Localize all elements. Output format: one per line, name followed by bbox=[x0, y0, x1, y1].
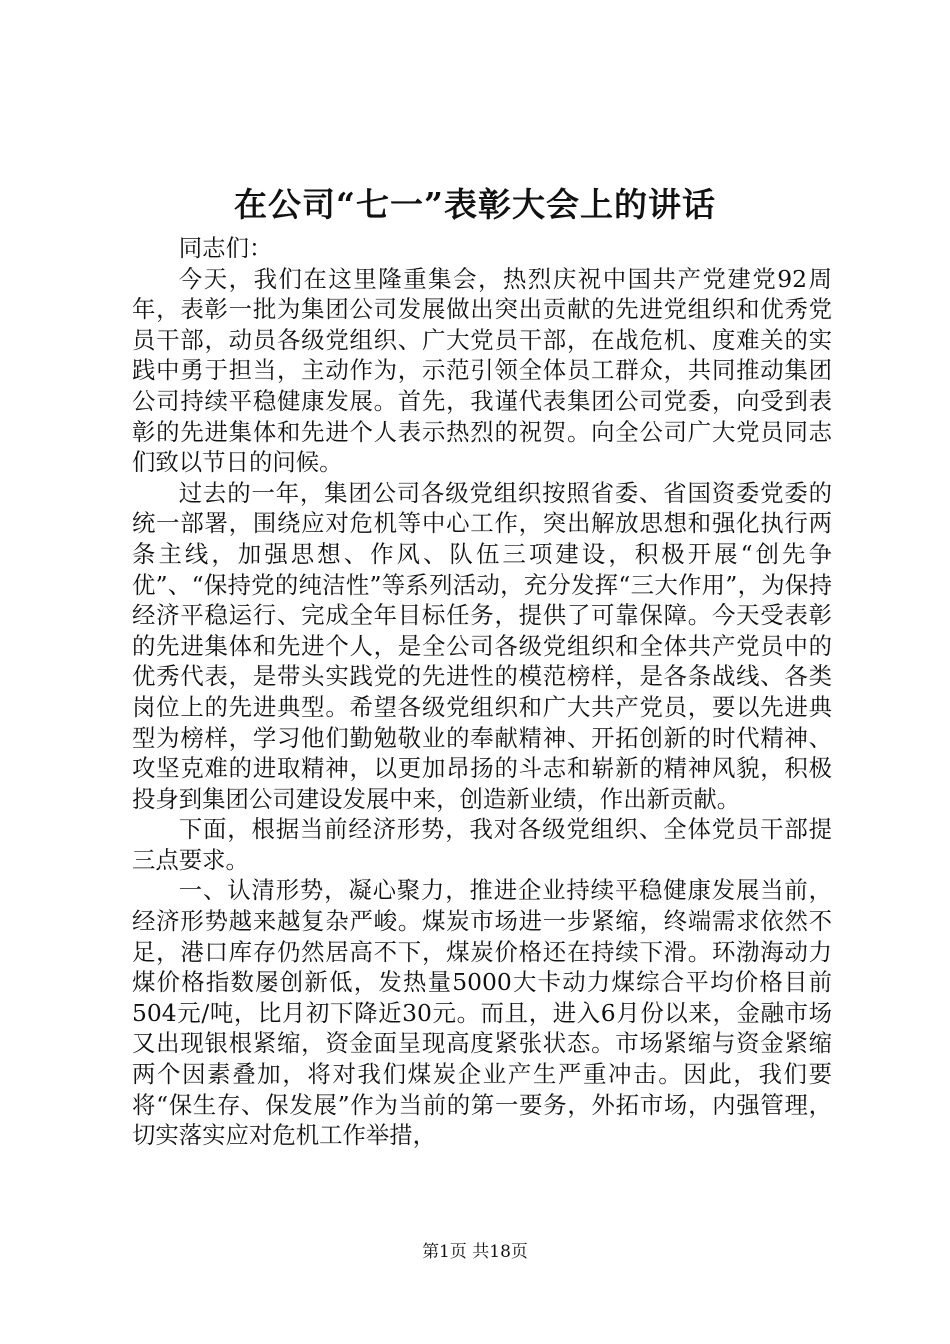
body-paragraph: 一、认清形势，凝心聚力，推进企业持续平稳健康发展当前，经济形势越来越复杂严峻。煤炭市场进一步紧缩，终端需求依然不足，港口库存仍然居高不下，煤炭价格还在持续下滑。环渤海动力煤价格指数屡创新低，发热量5000大卡动力煤综合平均价格目前504元/吨，比月初下降近30元。而且，进入6月份以来，金融市场又出现银根紧缩，资金面呈现高度紧张状态。市场紧缩与资金紧缩两个因素叠加，将对我们煤炭企业产生严重冲击。因此，我们要将“保生存、保发展”作为当前的第一要务，外拓市场，内强管理，切实落实应对危机工作举措， bbox=[132, 876, 832, 1150]
body-paragraph: 下面，根据当前经济形势，我对各级党组织、全体党员干部提三点要求。 bbox=[132, 815, 832, 874]
document-body bbox=[132, 233, 832, 1151]
document-title: 在公司“七一”表彰大会上的讲话 bbox=[234, 185, 716, 224]
body-paragraph: 过去的一年，集团公司各级党组织按照省委、省国资委党委的统一部署，围绕应对危机等中心工作，突出解放思想和强化执行两条主线，加强思想、作风、队伍三项建设，积极开展“创先争优”、“保持党的纯洁性”等系列活动，充分发挥“三大作用”，为保持经济平稳运行、完成全年目标任务，提供了可靠保障。今天受表彰的先进集体和先进个人，是全公司各级党组织和全体共产党员中的优秀代表，是带头实践党的先进性的模范榜样，是各条战线、各类岗位上的先进典型。希望各级党组织和广大共产党员，要以先进典型为榜样，学习他们勤勉敬业的奉献精神、开拓创新的时代精神、攻坚克难的进取精神，以更加昂扬的斗志和崭新的精神风貌，积极投身到集团公司建设发展中来，创造新业绩，作出新贡献。 bbox=[132, 478, 832, 813]
page-number-footer: 第1页 共18页 bbox=[422, 1242, 528, 1262]
salutation-paragraph: 同志们： bbox=[178, 234, 273, 262]
body-paragraph: 今天，我们在这里隆重集会，热烈庆祝中国共产党建党92周年，表彰一批为集团公司发展做出突出贡献的先进党组织和优秀党员干部，动员各级党组织、广大党员干部，在战危机、度难关的实践中勇于担当，主动作为，示范引领全体员工群众，共同推动集团公司持续平稳健康发展。首先，我谨代表集团公司党委，向受到表彰的先进集体和先进个人表示热烈的祝贺。向全公司广大党员同志们致以节日的问候。 bbox=[132, 264, 832, 477]
